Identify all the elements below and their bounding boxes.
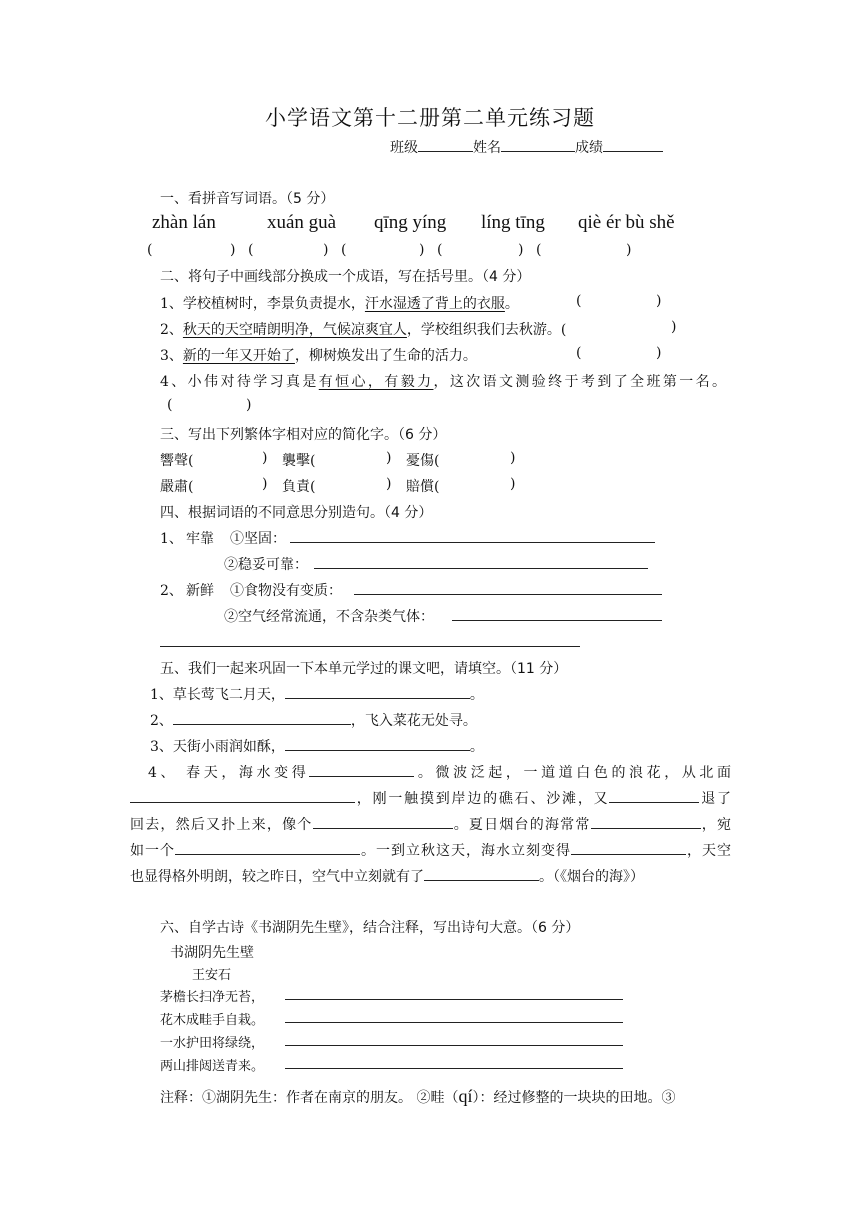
answer-bracket-1-close: ) — [230, 242, 236, 258]
s4-q1-meaning-1: ①坚固： — [230, 531, 286, 547]
fill-blank[interactable] — [571, 840, 686, 855]
s5-question-1: 1、草长莺飞二月天， 。 — [150, 684, 484, 704]
answer-line[interactable] — [354, 594, 662, 595]
s5-question-2: 2、 ，飞入菜花无处寻。 — [150, 710, 477, 730]
s4-q2-number: 2、 — [160, 583, 183, 599]
s5-q4-line-1: 4、 春天，海水变得 。微波泛起，一道道白色的浪花，从北面 — [148, 762, 731, 782]
s2-answer-3[interactable]: ( — [576, 345, 582, 361]
answer-bracket-5-close: ) — [626, 242, 632, 258]
s2-question-2: 2、秋天的天空晴朗明净，气候凉爽宜人，学校组织我们去秋游。( — [160, 322, 567, 338]
underlined-phrase: 有恒心，有毅力 — [318, 374, 434, 390]
pinyin-1: zhàn lán — [152, 212, 216, 233]
s5-q4-line-3: 回去，然后又扑上来，像个 。夏日烟台的海常常 ，宛 — [130, 814, 731, 834]
fill-blank[interactable] — [173, 710, 351, 725]
s4-q1-word: 牢靠 — [186, 531, 214, 547]
answer-bracket-3-close: ) — [419, 242, 425, 258]
s5-question-3: 3、天街小雨润如酥， 。 — [150, 736, 484, 756]
underlined-phrase: 汗水湿透了背上的衣服 — [364, 296, 505, 312]
s4-q2-meaning-1: ①食物没有变质： — [230, 583, 342, 599]
answer-line[interactable] — [314, 568, 648, 569]
answer-line[interactable] — [452, 620, 662, 621]
fill-blank[interactable] — [175, 840, 360, 855]
fill-blank[interactable] — [130, 788, 355, 803]
pinyin-4: líng tīng — [481, 212, 545, 233]
s4-q1-number: 1、 — [160, 531, 183, 547]
poem-line-4: 两山排闼送青来。 — [160, 1059, 265, 1074]
fill-blank[interactable] — [609, 788, 699, 803]
s2-answer-4[interactable]: ( — [167, 397, 173, 413]
trad-char-1: 響聲( — [160, 453, 194, 469]
section-3-heading: 三、写出下列繁体字相对应的简化字。（6 分） — [160, 427, 447, 443]
s4-q2-word: 新鲜 — [186, 583, 214, 599]
trad-char-3: 憂傷( — [406, 453, 440, 469]
s2-answer-1[interactable]: ( — [576, 293, 582, 309]
s4-q1-meaning-2: ②稳妥可靠： — [224, 557, 308, 573]
fill-blank[interactable] — [591, 814, 701, 829]
answer-bracket-2-close: ) — [323, 242, 329, 258]
fill-blank[interactable] — [424, 866, 539, 881]
pinyin-5: qiè ér bù shě — [578, 212, 675, 233]
answer-line[interactable] — [160, 646, 580, 647]
underlined-phrase: 新的一年又开始了 — [182, 348, 295, 364]
s5-q4-line-4: 如一个 。一到立秋这天，海水立刻变得 ，天空 — [130, 840, 731, 860]
trad-char-5: 負責( — [282, 479, 316, 495]
section-1-heading: 一、看拼音写词语。（5 分） — [160, 191, 335, 207]
section-6-heading: 六、自学古诗《书湖阴先生壁》，结合注释，写出诗句大意。（6 分） — [160, 920, 580, 936]
answer-bracket-4[interactable]: ( — [437, 242, 443, 258]
s2-question-3: 3、新的一年又开始了，柳树焕发出了生命的活力。 — [160, 348, 477, 364]
name-label: 姓名 — [473, 140, 501, 156]
class-label: 班级 — [390, 140, 418, 156]
answer-bracket-4-close: ) — [518, 242, 524, 258]
poem-line-3: 一水护田将绿绕， — [160, 1036, 265, 1051]
poem-note: 注释：①湖阴先生：作者在南京的朋友。 ②畦（qí）：经过修整的一块块的田地。③ — [160, 1086, 676, 1106]
answer-bracket-3[interactable]: ( — [341, 242, 347, 258]
poem-author: 王安石 — [192, 968, 232, 983]
s5-q4-line-2: ，刚一触摸到岸边的礁石、沙滩，又 退了 — [130, 788, 731, 808]
pinyin-2: xuán guà — [267, 212, 337, 233]
s4-q2-meaning-2: ②空气经常流通，不含杂类气体： — [224, 609, 434, 625]
section-4-heading: 四、根据词语的不同意思分别造句。（4 分） — [160, 505, 433, 521]
fill-blank[interactable] — [285, 684, 470, 699]
poem-line-1: 茅檐长扫净无苔， — [160, 990, 265, 1005]
section-2-heading: 二、将句子中画线部分换成一个成语，写在括号里。（4 分） — [160, 269, 531, 285]
name-blank[interactable] — [501, 137, 575, 152]
fill-blank[interactable] — [309, 762, 414, 777]
underlined-phrase: 秋天的天空晴朗明净，气候凉爽宜人 — [182, 322, 407, 338]
s2-question-4: 4、小伟对待学习真是有恒心，有毅力，这次语文测验终于考到了全班第一名。 — [160, 374, 727, 390]
answer-line[interactable] — [290, 542, 655, 543]
page-title: 小学语文第十二册第二单元练习题 — [265, 106, 595, 130]
trad-char-6: 賠償( — [406, 479, 440, 495]
trad-char-4: 嚴肅( — [160, 479, 194, 495]
fill-blank[interactable] — [313, 814, 453, 829]
s2-question-1: 1、学校植树时，李景负责提水，汗水湿透了背上的衣服。 — [160, 296, 519, 312]
answer-line[interactable] — [285, 1022, 623, 1023]
student-info — [390, 137, 663, 157]
s5-q4-line-5: 也显得格外明朗，较之昨日，空气中立刻就有了 。（《烟台的海》） — [130, 866, 644, 886]
answer-line[interactable] — [285, 999, 623, 1000]
answer-line[interactable] — [285, 1045, 623, 1046]
poem-title: 书湖阴先生壁 — [170, 945, 254, 961]
poem-line-2: 花木成畦手自栽。 — [160, 1013, 265, 1028]
s2-answer-2[interactable]: ( — [560, 322, 567, 338]
trad-char-2: 襲擊( — [282, 453, 316, 469]
score-blank[interactable] — [603, 137, 663, 152]
pinyin-3: qīng yíng — [374, 212, 447, 233]
score-label: 成绩 — [575, 140, 603, 156]
answer-bracket-5[interactable]: ( — [536, 242, 542, 258]
fill-blank[interactable] — [285, 736, 470, 751]
answer-bracket-2[interactable]: ( — [248, 242, 254, 258]
section-5-heading: 五、我们一起来巩固一下本单元学过的课文吧，请填空。（11 分） — [160, 661, 568, 677]
class-blank[interactable] — [418, 137, 473, 152]
answer-bracket-1[interactable]: ( — [147, 242, 153, 258]
answer-line[interactable] — [285, 1068, 623, 1069]
